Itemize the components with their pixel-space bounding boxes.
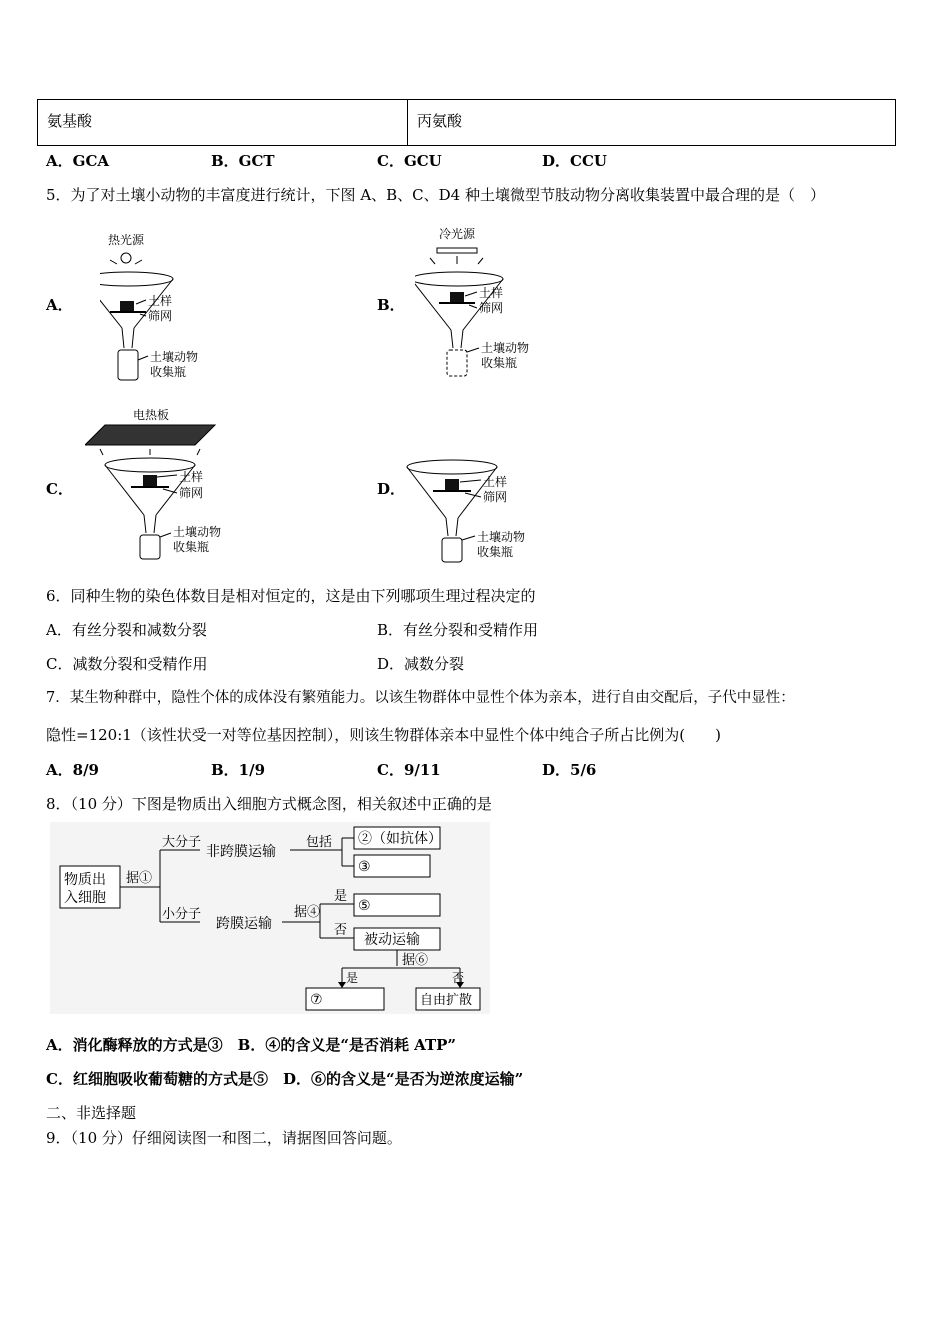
non-transmembrane-label: 非跨膜运输 <box>206 844 276 860</box>
box-3-label: ③ <box>358 859 371 875</box>
q4-option-b: B．GCT <box>211 152 275 170</box>
q6-option-a: A．有丝分裂和减数分裂 <box>46 621 207 639</box>
q5-label-d: D． <box>377 480 406 498</box>
soil-sample-label: 土样 <box>483 475 508 489</box>
free-diffusion-label: 自由扩散 <box>420 993 473 1008</box>
q7-stem-line1: 7．某生物种群中，隐性个体的成体没有繁殖能力。以该生物群体中显性个体为亲本，进行自由交配后，子代中显性： <box>46 690 795 706</box>
q8-stem: 8．（10 分）下图是物质出入细胞方式概念图，相关叙述中正确的是 <box>46 795 492 813</box>
box-7-label: ⑦ <box>310 992 323 1008</box>
animals-label: 土壤动物 <box>481 341 530 355</box>
by1-label: 据① <box>126 871 153 886</box>
large-molecule-label: 大分子 <box>162 835 202 850</box>
collection-bottle <box>118 350 138 380</box>
q5-label-a: A． <box>46 296 73 314</box>
q6-option-c: C．减数分裂和受精作用 <box>46 655 208 673</box>
collection-bottle <box>442 538 462 562</box>
cold-light-label: 冷光源 <box>439 227 476 241</box>
no2-label: 否 <box>452 971 465 985</box>
q8-options-line1: A．消化酶释放的方式是③ B．④的含义是“是否消耗 ATP” <box>46 1036 457 1054</box>
by6-label: 据⑥ <box>402 953 429 968</box>
animals-label: 土壤动物 <box>173 525 222 539</box>
sieve-label: 筛网 <box>479 301 504 315</box>
by4-label: 据④ <box>294 905 321 920</box>
soil-sample-block <box>120 301 134 311</box>
cold-lamp-icon <box>437 248 477 253</box>
soil-sample-label: 土样 <box>479 286 504 300</box>
funnel-apparatus-d <box>405 452 545 572</box>
animals-label: 土壤动物 <box>477 530 526 544</box>
table-cell-alanine: 丙氨酸 <box>417 112 463 130</box>
soil-sample-label: 土样 <box>179 470 204 484</box>
soil-sample-label: 土样 <box>148 294 173 308</box>
q6-stem: 6．同种生物的染色体数目是相对恒定的，这是由下列哪项生理过程决定的 <box>46 587 536 605</box>
q8-options-line2: C．红细胞吸收葡萄糖的方式是⑤ D．⑥的含义是“是否为逆浓度运输” <box>46 1070 524 1088</box>
q9-stem: 9．（10 分）仔细阅读图一和图二，请据图回答问题。 <box>46 1129 402 1147</box>
passive-transport-label: 被动运输 <box>364 932 420 948</box>
sieve-label: 筛网 <box>179 486 204 500</box>
funnel-apparatus-b <box>415 222 555 382</box>
hot-light-label: 热光源 <box>108 233 145 247</box>
funnel-apparatus-a <box>100 228 230 388</box>
amino-acid-table <box>37 99 896 146</box>
sieve-label: 筛网 <box>148 309 173 323</box>
small-molecule-label: 小分子 <box>162 907 202 922</box>
include-label: 包括 <box>306 835 333 850</box>
q4-option-d: D．CCU <box>542 152 607 170</box>
animals-label: 土壤动物 <box>150 350 199 364</box>
q6-option-b: B．有丝分裂和受精作用 <box>377 621 539 639</box>
q6-option-d: D．减数分裂 <box>377 655 465 673</box>
q4-option-a: A．GCA <box>46 152 110 170</box>
bottle-label: 收集瓶 <box>150 365 187 379</box>
section-heading: 二、非选择题 <box>46 1104 137 1122</box>
hot-plate-label: 电热板 <box>133 408 170 422</box>
q4-option-c: C．GCU <box>377 152 442 170</box>
box-2-label: ②（如抗体） <box>358 831 442 847</box>
collection-bottle <box>447 350 467 376</box>
root-label-1: 物质出 <box>64 872 106 888</box>
bulb-icon <box>121 253 131 263</box>
q5-stem: 5．为了对土壤小动物的丰富度进行统计，下图 A、B、C、D4 种土壤微型节肢动物分离收集装置中最合理的是（ ） <box>46 186 825 204</box>
q7-option-d: D．5/6 <box>542 761 597 779</box>
funnel-apparatus-c <box>85 405 235 565</box>
funnel-rim <box>100 272 173 286</box>
root-label-2: 入细胞 <box>64 890 106 906</box>
collection-bottle <box>140 535 160 559</box>
q5-label-c: C． <box>46 480 73 498</box>
sieve-label: 筛网 <box>483 490 508 504</box>
no-label: 否 <box>334 923 348 938</box>
q7-option-a: A．8/9 <box>46 761 99 779</box>
bottle-label: 收集瓶 <box>481 356 518 370</box>
bottle-label: 收集瓶 <box>477 545 514 559</box>
q7-option-c: C．9/11 <box>377 761 441 779</box>
hot-plate-icon <box>85 425 215 445</box>
q7-option-b: B．1/9 <box>211 761 266 779</box>
q5-label-b: B． <box>377 296 405 314</box>
transmembrane-label: 跨膜运输 <box>216 916 272 932</box>
bottle-label: 收集瓶 <box>173 540 210 554</box>
yes2-label: 是 <box>346 971 359 985</box>
box-5-label: ⑤ <box>358 898 371 914</box>
table-cell-amino-acid: 氨基酸 <box>38 100 408 145</box>
q7-stem-line2: 隐性=120:1（该性状受一对等位基因控制），则该生物群体亲本中显性个体中纯合子所占比例为( ) <box>46 726 722 744</box>
yes-label: 是 <box>334 889 348 904</box>
membrane-transport-concept-map <box>50 822 490 1014</box>
